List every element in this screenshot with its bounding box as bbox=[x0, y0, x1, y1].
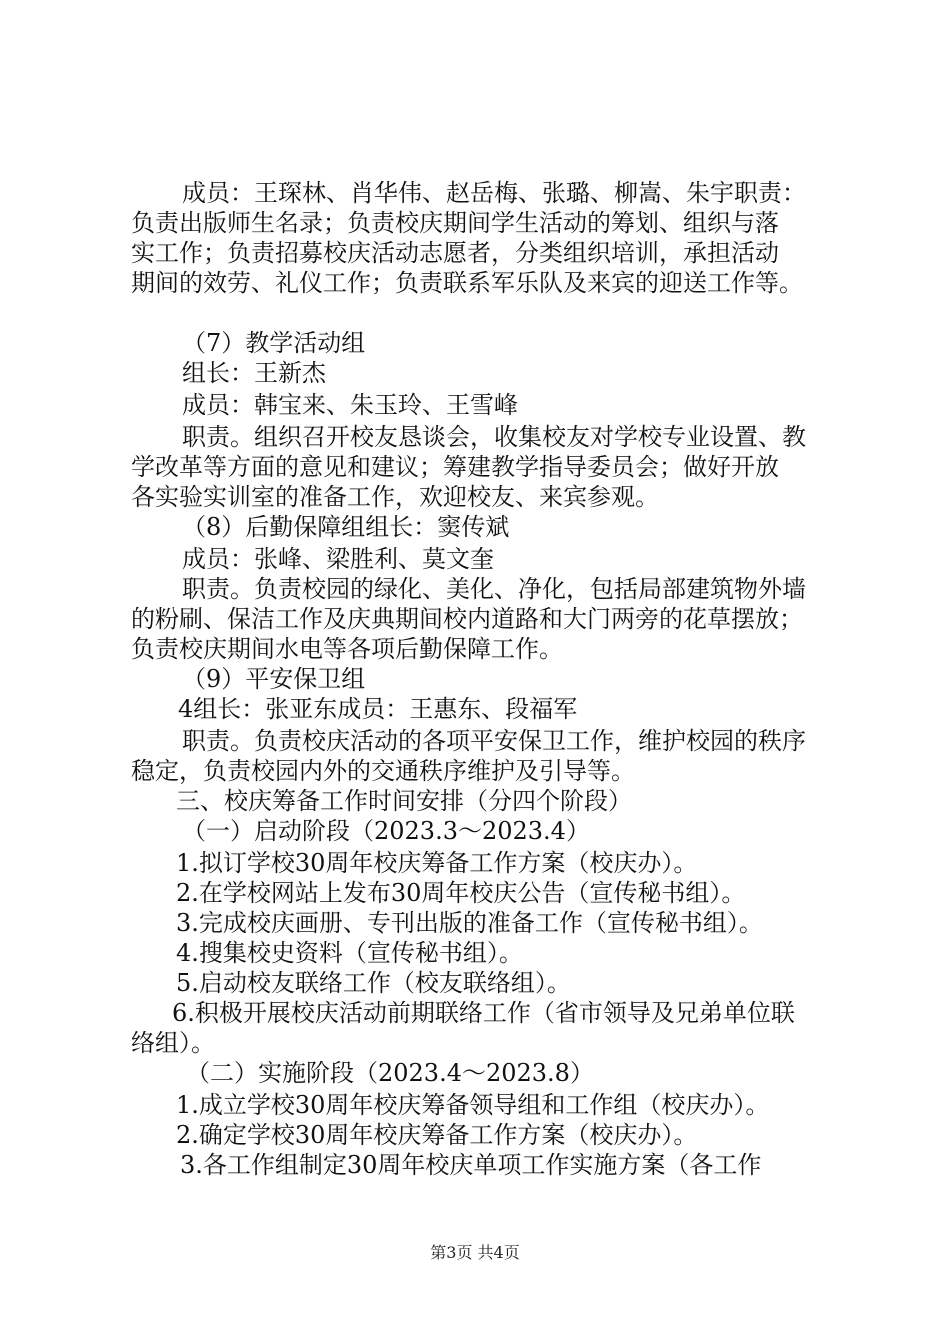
text-line: 实工作；负责招募校庆活动志愿者，分类组织培训，承担活动 bbox=[131, 239, 779, 267]
text-line: 负责校庆期间水电等各项后勤保障工作。 bbox=[131, 635, 563, 663]
text-line: 的粉刷、保洁工作及庆典期间校内道路和大门两旁的花草摆放； bbox=[131, 605, 803, 633]
text-line: 职责。组织召开校友恳谈会，收集校友对学校专业设置、教 bbox=[182, 423, 806, 451]
section-heading: （7）教学活动组 bbox=[182, 329, 366, 357]
text-line: 学改革等方面的意见和建议；筹建教学指导委员会；做好开放 bbox=[131, 453, 779, 481]
section-heading: （8）后勤保障组组长：窦传斌 bbox=[182, 513, 510, 541]
section-heading: （9）平安保卫组 bbox=[182, 665, 366, 693]
text-line: 职责。负责校园的绿化、美化、净化，包括局部建筑物外墙 bbox=[182, 575, 806, 603]
text-line: 负责出版师生名录；负责校庆期间学生活动的筹划、组织与落 bbox=[131, 209, 779, 237]
text-line: 各实验实训室的准备工作，欢迎校友、来宾参观。 bbox=[131, 483, 659, 511]
list-item: 3.各工作组制定30周年校庆单项工作实施方案（各工作 bbox=[180, 1151, 762, 1179]
list-item: 2.确定学校30周年校庆筹备工作方案（校庆办）。 bbox=[176, 1121, 698, 1149]
text-line: 稳定，负责校园内外的交通秩序维护及引导等。 bbox=[131, 757, 635, 785]
text-line: 职责。负责校庆活动的各项平安保卫工作，维护校园的秩序 bbox=[182, 727, 806, 755]
list-item: 1.成立学校30周年校庆筹备领导组和工作组（校庆办）。 bbox=[176, 1091, 770, 1119]
section-heading: 三、校庆筹备工作时间安排（分四个阶段） bbox=[176, 787, 632, 815]
text-line: 组长：王新杰 bbox=[182, 359, 326, 387]
list-item: 2.在学校网站上发布30周年校庆公告（宣传秘书组）。 bbox=[176, 879, 746, 907]
list-item: 5.启动校友联络工作（校友联络组）。 bbox=[176, 969, 571, 997]
list-item: 4.搜集校史资料（宣传秘书组）。 bbox=[176, 939, 523, 967]
text-line: 成员：王琛林、肖华伟、赵岳梅、张璐、柳嵩、朱宇职责： bbox=[182, 179, 806, 207]
section-heading: （一）启动阶段（2023.3～2023.4） bbox=[182, 817, 590, 845]
text-line: 4组长：张亚东成员：王惠东、段福军 bbox=[178, 695, 578, 723]
text-line: 期间的效劳、礼仪工作；负责联系军乐队及来宾的迎送工作等。 bbox=[131, 269, 803, 297]
section-heading: （二）实施阶段（2023.4～2023.8） bbox=[186, 1059, 594, 1087]
list-item: 6.积极开展校庆活动前期联络工作（省市领导及兄弟单位联 bbox=[172, 999, 795, 1027]
text-line: 成员：韩宝来、朱玉玲、王雪峰 bbox=[182, 391, 518, 419]
list-item: 1.拟订学校30周年校庆筹备工作方案（校庆办）。 bbox=[176, 849, 698, 877]
text-line: 成员：张峰、梁胜利、莫文奎 bbox=[182, 545, 494, 573]
list-item: 3.完成校庆画册、专刊出版的准备工作（宣传秘书组）。 bbox=[176, 909, 763, 937]
text-line: 络组）。 bbox=[131, 1029, 215, 1057]
page-number: 第3页 共4页 bbox=[430, 1243, 520, 1262]
